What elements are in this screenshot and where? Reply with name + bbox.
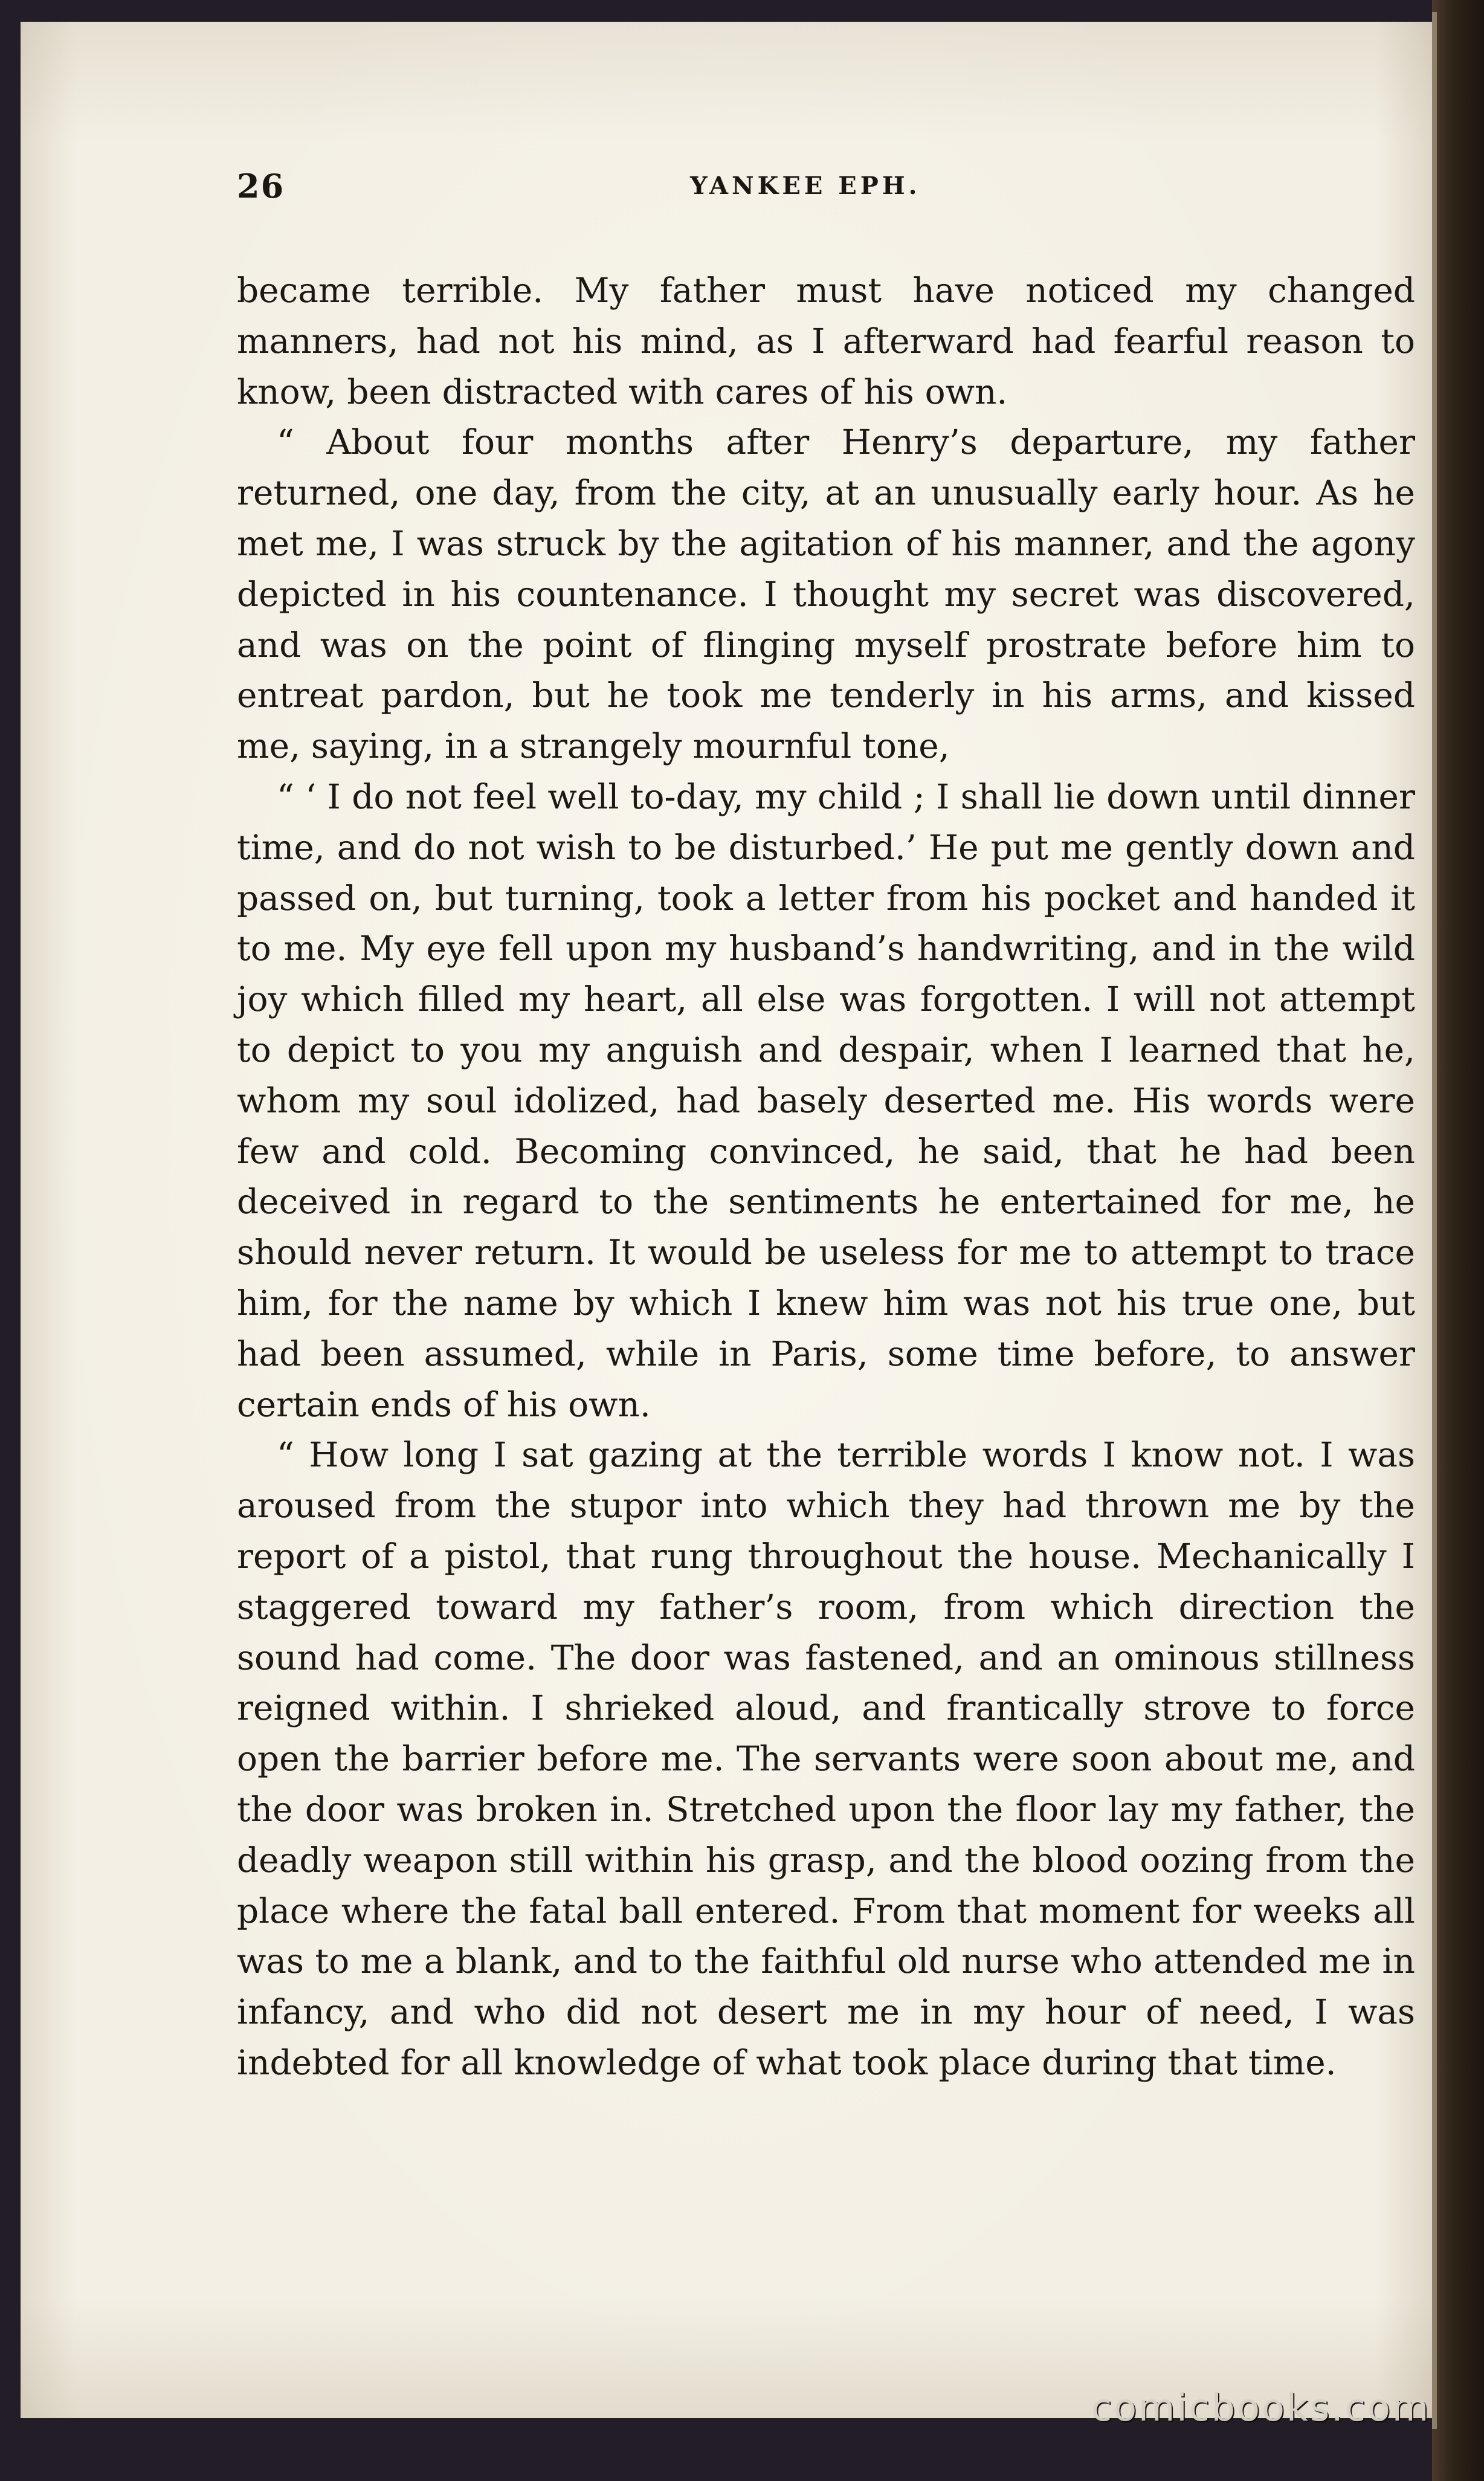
paragraph-continuation: became terrible. My father must have noticed my changed manners, had not his mind, as I afterward had fearful reason to know, been distracted with cares of his own.: [237, 271, 1415, 412]
paragraph: “ How long I sat gazing at the terrible words I know not. I was aroused from the stupor into which they had thrown me by the report of a pistol, that rung throughout the house. Mechanically I staggered toward my father’s room, from which direction the sound had come. The door was fastened, and an ominous stillness reigned within. I shrieked aloud, and frantically strove to force open the barrier before me. The servants were soon about me, and the door was broken in. Stretched upon the floor lay my father, the deadly weapon still within his grasp, and the blood oozing from the place where the fatal ball entered. From that moment for weeks all was to me a blank, and to the faithful old nurse who attended me in infancy, and who did not desert me in my hour of need, I was indebted for all knowledge of what took place during that time.: [237, 1436, 1415, 2083]
page-body-text: [237, 266, 1415, 2089]
book-spine: [1432, 0, 1484, 2481]
page-header: [237, 167, 1415, 215]
paragraph: “ ‘ I do not feel well to-day, my child ; I shall lie down until dinner time, and do not wish to be disturbed.’ He put me gently down and passed on, but turning, took a letter from his pocket and handed it to me. My eye fell upon my husband’s handwriting, and in the wild joy which filled my heart, all else was forgotten. I will not attempt to depict to you my anguish and despair, when I learned that he, whom my soul idolized, had basely deserted me. His words were few and cold. Becoming convinced, he said, that he had been deceived in regard to the sentiments he entertained for me, he should never return. It would be useless for me to attempt to trace him, for the name by which I knew him was not his true one, but had been assumed, while in Paris, some time before, to answer certain ends of his own.: [237, 777, 1415, 1425]
page-number: 26: [237, 167, 285, 205]
running-title: YANKEE EPH.: [690, 172, 921, 200]
page-edge: [1432, 12, 1437, 2429]
source-watermark: comicbooks.com: [1091, 2386, 1431, 2430]
paragraph: “ About four months after Henry’s departure, my father returned, one day, from the city, at an unusually early hour. As he met me, I was struck by the agitation of his manner, and the agony depicted in his countenance. I thought my secret was discovered, and was on the point of flinging myself prostrate before him to entreat pardon, but he took me tenderly in his arms, and kissed me, saying, in a strangely mournful tone,: [237, 423, 1415, 767]
